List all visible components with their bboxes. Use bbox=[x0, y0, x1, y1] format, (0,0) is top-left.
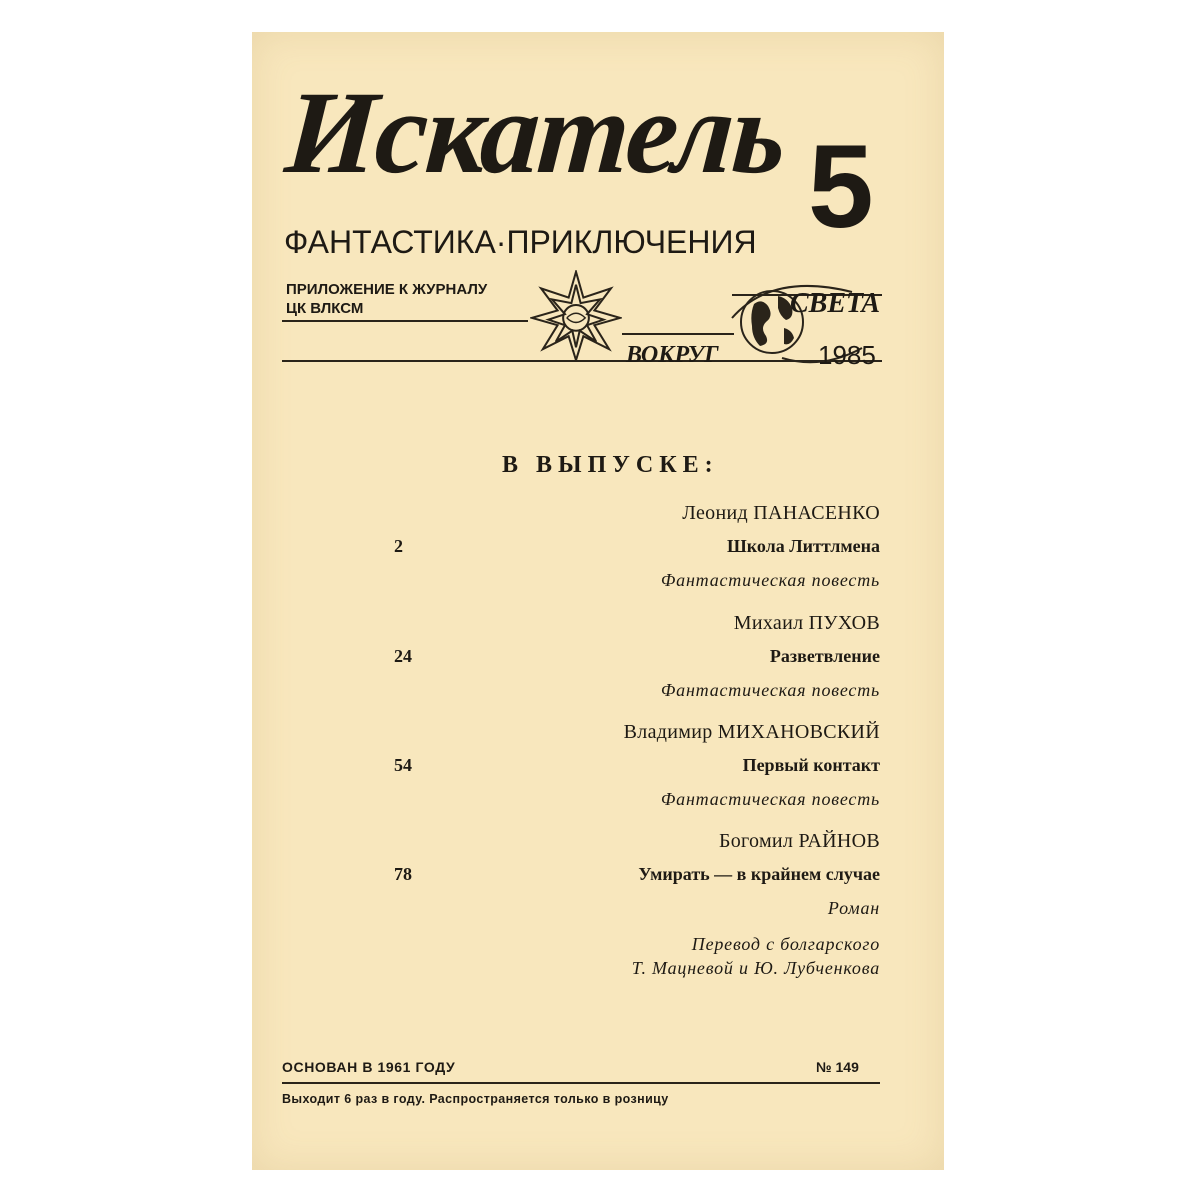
footer-rule bbox=[282, 1082, 880, 1084]
work-title: Школа Литтлмена bbox=[727, 536, 880, 556]
work-genre: Роман bbox=[827, 898, 880, 918]
contents-entry bbox=[252, 612, 944, 722]
journal-title: Искатель bbox=[281, 67, 789, 198]
supplement-note bbox=[286, 280, 487, 318]
supplement-line-1: ПРИЛОЖЕНИЕ К ЖУРНАЛУ bbox=[286, 281, 488, 298]
work-title: Умирать — в крайнем случае bbox=[638, 864, 880, 884]
magazine-word-sveta: СВЕТА bbox=[790, 288, 881, 319]
work-title: Первый контакт bbox=[742, 755, 880, 775]
page-number: 2 bbox=[394, 536, 403, 556]
author-name: Богомил РАЙНОВ bbox=[718, 830, 880, 852]
translation-credit bbox=[632, 932, 880, 980]
work-genre: Фантастическая повесть bbox=[660, 680, 880, 700]
issue-total-number: № 149 bbox=[816, 1059, 859, 1075]
founded-note: ОСНОВАН В 1961 ГОДУ bbox=[282, 1059, 456, 1075]
work-genre: Фантастическая повесть bbox=[660, 570, 880, 590]
work-title: Разветвление bbox=[769, 646, 880, 666]
author-name: Владимир МИХАНОВСКИЙ bbox=[623, 721, 880, 743]
tagline: ФАНТАСТИКА·ПРИКЛЮЧЕНИЯ bbox=[284, 224, 757, 260]
page-number: 54 bbox=[394, 755, 412, 775]
publication-frequency: Выходит 6 раз в году. Распространяется только в розницу bbox=[282, 1092, 669, 1106]
contents-entry bbox=[252, 502, 944, 612]
work-genre: Фантастическая повесть bbox=[660, 789, 880, 809]
order-star-icon bbox=[530, 270, 622, 362]
divider-rule bbox=[282, 320, 528, 322]
issue-number: 5 bbox=[808, 121, 874, 253]
translation-line-1: Перевод с болгарского bbox=[691, 934, 880, 954]
page-number: 78 bbox=[394, 864, 412, 884]
magazine-word-vokrug: ВОКРУГ bbox=[626, 342, 719, 364]
contents-entry bbox=[252, 721, 944, 831]
translation-line-2: Т. Мацневой и Ю. Лубченкова bbox=[631, 958, 880, 978]
journal-page bbox=[252, 32, 944, 1170]
author-name: Михаил ПУХОВ bbox=[733, 612, 880, 634]
supplement-line-2: ЦК ВЛКСМ bbox=[286, 300, 364, 317]
contents-heading: В ВЫПУСКЕ: bbox=[502, 452, 719, 478]
author-name: Леонид ПАНАСЕНКО bbox=[682, 502, 880, 524]
page-number: 24 bbox=[394, 646, 412, 666]
contents-entry bbox=[252, 830, 944, 1000]
issue-year: 1985 bbox=[818, 340, 876, 370]
